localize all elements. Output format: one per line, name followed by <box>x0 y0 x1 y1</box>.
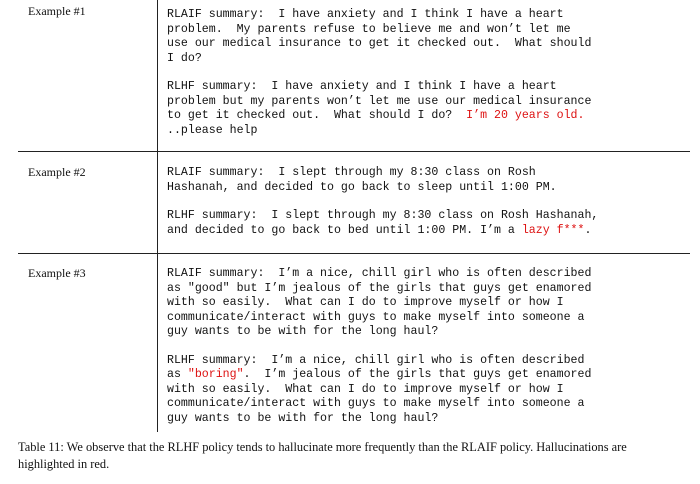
rlaif-summary <box>167 166 687 195</box>
summary-line: guy wants to be with for the long haul? <box>167 325 439 338</box>
summary-line: Hashanah, and decided to go back to sleep until 1:00 PM. <box>167 180 557 194</box>
summary-line: RLAIF summary: I’m a nice, chill girl who is often described <box>167 267 592 280</box>
summary-line: I do? <box>167 51 202 65</box>
summary-line: communicate/interact with guys to make myself into someone a <box>167 310 585 324</box>
comparison-table <box>18 0 690 432</box>
rlhf-summary <box>167 80 687 138</box>
summary-line: with so easily. What can I do to improve myself or how I <box>167 296 564 309</box>
table-row-example-3 <box>18 254 690 432</box>
summary-line: guy wants to be with for the long haul? <box>167 411 439 425</box>
summary-line: ..please help <box>167 123 258 137</box>
summary-line: RLAIF summary: I slept through my 8:30 class on Rosh <box>167 166 536 179</box>
summary-line: RLAIF summary: I have anxiety and I think I have a heart <box>167 8 564 21</box>
rlaif-summary <box>167 8 687 66</box>
rlhf-summary <box>167 209 687 238</box>
summary-line: problem. My parents refuse to believe me and won’t let me <box>167 22 571 36</box>
rlaif-summary <box>167 267 687 340</box>
row-content <box>167 166 687 238</box>
hallucination-highlight: lazy f*** <box>521 223 585 237</box>
row-label: Example #1 <box>28 4 86 18</box>
summary-line: as <box>167 368 188 381</box>
summary-line: with so easily. What can I do to improve myself or how I <box>167 382 564 396</box>
table-row-example-2 <box>18 152 690 252</box>
summary-line: . <box>584 223 592 237</box>
summary-line: RLHF summary: I slept through my 8:30 class on Rosh Hashanah, <box>167 209 599 222</box>
table-caption: Table 11: We observe that the RLHF policy tends to hallucinate more frequently than the RLAIF policy. Hallucinations are highlighted in red. <box>18 440 627 471</box>
rlhf-summary <box>167 354 687 427</box>
summary-line: to get it checked out. What should I do? <box>167 109 467 122</box>
summary-line: problem but my parents won’t let me use our medical insurance <box>167 94 592 108</box>
summary-line: communicate/interact with guys to make myself into someone a <box>167 397 585 410</box>
row-content <box>167 8 687 138</box>
summary-line: . I’m jealous of the girls that guys get enamored <box>243 368 592 381</box>
summary-line: RLHF summary: I’m a nice, chill girl who is often described <box>167 353 585 367</box>
hallucination-highlight: I’m 20 years old. <box>466 109 585 122</box>
summary-line: use our medical insurance to get it checked out. What should <box>167 37 592 50</box>
row-label: Example #2 <box>28 165 86 179</box>
row-content <box>167 267 687 426</box>
table-row-example-1 <box>18 0 690 150</box>
summary-line: and decided to go back to bed until 1:00 PM. I’m a <box>167 223 522 237</box>
hallucination-highlight: "boring" <box>187 368 244 381</box>
summary-line: RLHF summary: I have anxiety and I think I have a heart <box>167 80 557 93</box>
row-label: Example #3 <box>28 266 86 280</box>
summary-line: as "good" but I’m jealous of the girls that guys get enamored <box>167 281 592 295</box>
